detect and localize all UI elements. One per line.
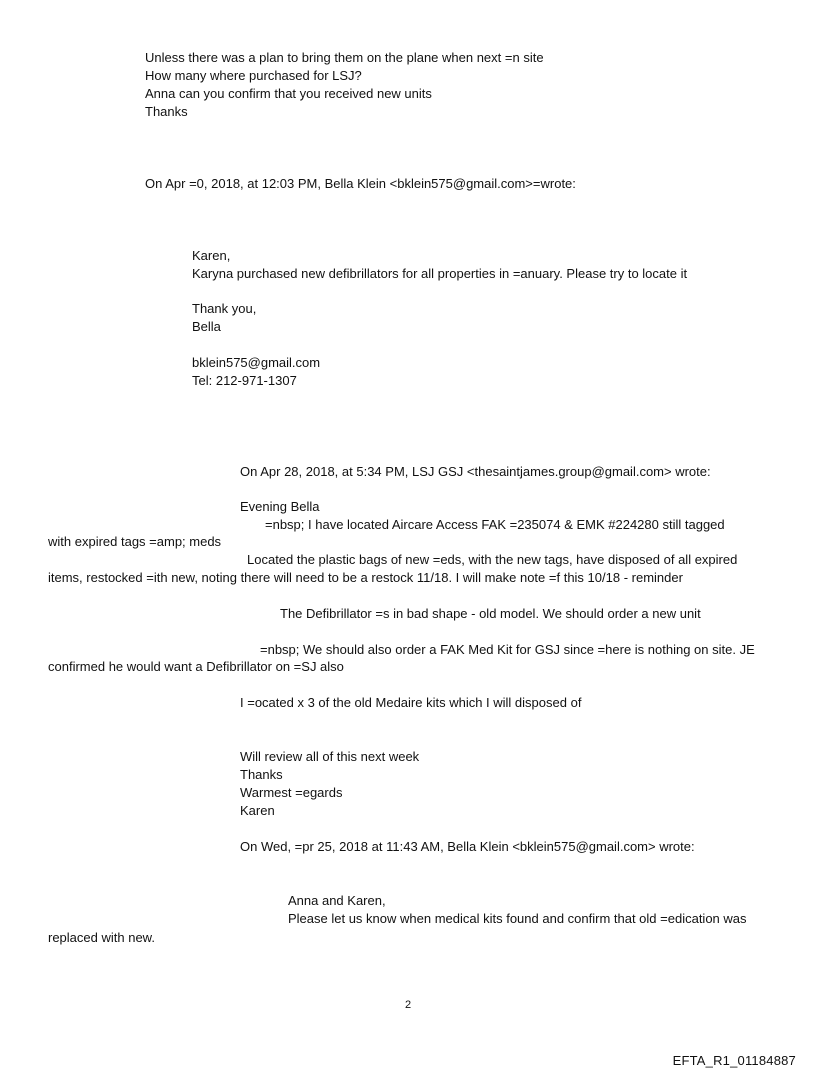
- text-line: The Defibrillator =s in bad shape - old model. We should order a new unit: [280, 606, 701, 621]
- text-line: Thanks: [145, 104, 188, 119]
- text-line: I =ocated x 3 of the old Medaire kits which I will disposed of: [240, 695, 582, 710]
- document-id: EFTA_R1_01184887: [672, 1053, 796, 1068]
- signature-name: Bella: [192, 319, 221, 334]
- text-line: with expired tags =amp; meds: [48, 534, 222, 549]
- page-number: 2: [404, 999, 412, 1011]
- text-line: =nbsp; We should also order a FAK Med Kit for GSJ since =here is nothing on site. JE: [260, 642, 755, 657]
- quote-header: On Apr 28, 2018, at 5:34 PM, LSJ GSJ <thesaintjames.group@gmail.com> wrote:: [240, 464, 711, 479]
- greeting: Evening Bella: [240, 499, 320, 514]
- text-line: Anna can you confirm that you received new units: [145, 86, 432, 101]
- signature-email: bklein575@gmail.com: [192, 355, 321, 370]
- text-line: Located the plastic bags of new =eds, with the new tags, have disposed of all expired: [247, 552, 738, 567]
- quote-header: On Wed, =pr 25, 2018 at 11:43 AM, Bella Klein <bklein575@gmail.com> wrote:: [240, 839, 695, 854]
- text-line: items, restocked =ith new, noting there will need to be a restock 11/18. I will make note =f this 10/18 - reminder: [48, 570, 683, 585]
- text-line: Warmest =egards: [240, 785, 343, 800]
- signature-phone: Tel: 212-971-1307: [192, 373, 297, 388]
- text-line: How many where purchased for LSJ?: [145, 68, 362, 83]
- greeting: Karen,: [192, 248, 231, 263]
- quote-header: On Apr =0, 2018, at 12:03 PM, Bella Klein <bklein575@gmail.com>=wrote:: [145, 176, 576, 191]
- greeting: Anna and Karen,: [288, 893, 386, 908]
- text-line: Unless there was a plan to bring them on the plane when next =n site: [145, 50, 544, 65]
- text-line: Please let us know when medical kits found and confirm that old =edication was: [288, 911, 747, 926]
- text-line: =nbsp; I have located Aircare Access FAK =235074 & EMK #224280 still tagged: [265, 517, 725, 532]
- signature-name: Karen: [240, 803, 275, 818]
- text-line: Karyna purchased new defibrillators for all properties in =anuary. Please try to locate it: [192, 266, 688, 281]
- text-line: replaced with new.: [48, 930, 155, 945]
- text-line: Thanks: [240, 767, 283, 782]
- text-line: confirmed he would want a Defibrillator on =SJ also: [48, 659, 344, 674]
- text-line: Will review all of this next week: [240, 749, 420, 764]
- signoff: Thank you,: [192, 301, 257, 316]
